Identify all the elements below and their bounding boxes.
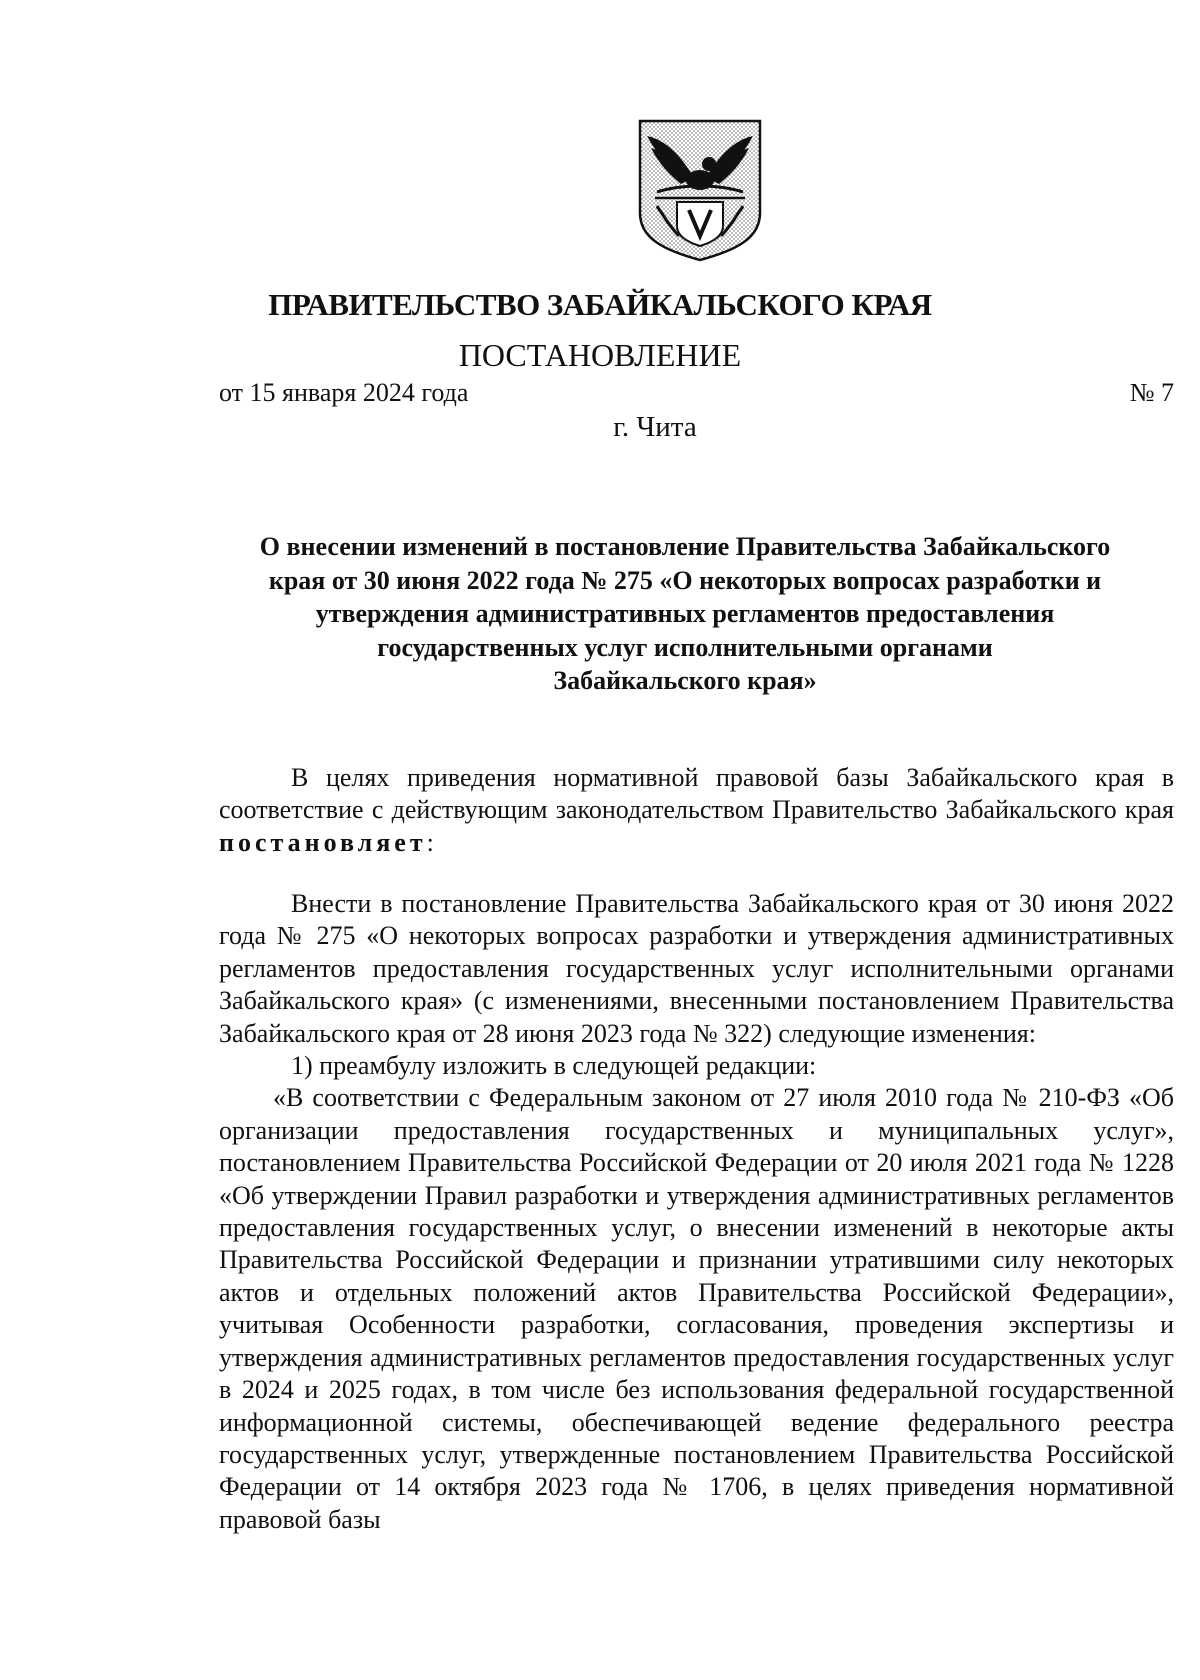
document-number: № 7	[1129, 378, 1174, 407]
title-line: края от 30 июня 2022 года № 275 «О некоторых вопросах разработки и	[268, 565, 1102, 595]
document-type-heading: ПОСТАНОВЛЕНИЕ	[458, 337, 742, 373]
preamble-paragraph	[219, 762, 1174, 859]
intro-paragraph: Внести в постановление Правительства Забайкальского края от 30 июня 2022 года № 275 «О некоторых вопросах разработки и утверждения административных регламентов предоставления государственных услуг исполнительными органами Забайкальского края» (с изменениями, внесенными постановлением Правительства Забайкальского края от 28 июня 2023 года № 322) следующие изменения:	[219, 889, 1174, 1048]
document-title	[190, 530, 1180, 698]
preamble-text: В целях приведения нормативной правовой базы Забайкальского края в соответствие с действующим законодательством Правительство Забайкальского края	[219, 763, 1174, 825]
resolution-body	[219, 888, 1174, 1536]
document-date: от 15 января 2024 года	[219, 378, 469, 407]
quoted-preamble-paragraph: «В соответствии с Федеральным законом от 27 июля 2010 года № 210-ФЗ «Об организации предоставления государственных и муниципальных услуг», постановлением Правительства Российской Федерации от 20 июля 2021 года № 1228 «Об утверждении Правил разработки и утверждения административных регламентов предоставления государственных услуг, о внесении изменений в некоторые акты Правительства Российской Федерации и признании утратившими силу некоторых актов и отдельных положений актов Правительства Российской Федерации», учитывая Особенности разработки, согласования, проведения экспертизы и утверждения административных регламентов предоставления государственных услуг в 2024 и 2025 годах, в том числе без использования федеральной государственной информационной системы, обеспечивающей ведение федерального реестра государственных услуг, утвержденные постановлением Правительства Российской Федерации от 14 октября 2023 года № 1706, в целях приведения нормативной правовой базы	[219, 1083, 1174, 1534]
decree-word: постановляет	[219, 827, 427, 857]
document-city: г. Чита	[613, 411, 697, 443]
title-line: Забайкальского края»	[553, 666, 817, 695]
title-line: государственных услуг исполнительными органами	[377, 632, 993, 662]
item-1-paragraph: 1) преамбулу изложить в следующей редакции:	[291, 1051, 817, 1081]
coat-of-arms-emblem	[637, 118, 763, 264]
title-line: утверждения административных регламентов предоставления	[315, 599, 1055, 628]
title-line: О внесении изменений в постановление Правительства Забайкальского	[259, 532, 1111, 561]
organization-heading: ПРАВИТЕЛЬСТВО ЗАБАЙКАЛЬСКОГО КРАЯ	[268, 287, 932, 322]
decree-colon: :	[426, 827, 434, 857]
